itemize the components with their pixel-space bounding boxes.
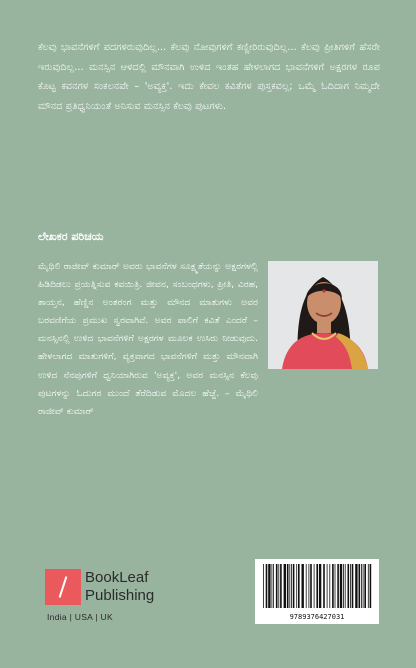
isbn-number: 9789376427031 (289, 613, 345, 621)
publisher-locations: India | USA | UK (47, 612, 113, 622)
author-photo (268, 261, 378, 369)
bookleaf-logo-icon (45, 569, 81, 605)
blurb-text: ಕೆಲವು ಭಾವನೆಗಳಿಗೆ ಪದಗಳಿರುವುದಿಲ್ಲ... ಕೆಲವು ನೋವುಗಳಿಗೆ ಕಣ್ಣೀರಿರುವುದಿಲ್ಲ... ಕೆಲವು ಪ್ರೀತಿಗಳಿಗೆ ಹೆಸರೇ ಇರುವುದಿಲ್ಲ... ಮನಸ್ಸಿನ ಆಳದಲ್ಲಿ ಮೌನವಾಗಿ ಉಳಿದ ಇಂತಹ ಹೇಳಲಾಗದ ಭಾವನೆಗಳಿಗೆ ಅಕ್ಷರಗಳ ರೂಪ ಕೊಟ್ಟ ಕವನಗಳ ಸಂಕಲನವೇ – 'ಅವ್ಯಕ್ತ'. ಇದು ಕೇವಲ ಕವಿತೆಗಳ ಪುಸ್ತಕವಲ್ಲ; ಒಮ್ಮೆ ಓದಿದಾಗ ನಿಮ್ಮದೇ ಮೌನದ ಪ್ರತಿಧ್ವನಿಯಂತೆ ಅನಿಸುವ ಮನಸ್ಸಿನ ಕೆಲವು ಪುಟಗಳು. (38, 42, 380, 112)
author-portrait-icon (268, 261, 378, 369)
barcode-icon (262, 564, 372, 608)
publisher-name-line1: BookLeaf (85, 569, 149, 586)
isbn-barcode (255, 559, 379, 624)
publisher-name-line2: Publishing (85, 587, 155, 604)
about-author-heading: ಲೇಖಕರ ಪರಿಚಯ (38, 230, 104, 243)
publisher-block (45, 569, 185, 629)
publisher-name (85, 569, 154, 605)
author-bio-text: ಮೈಥಿಲಿ ರಾಜೀವ್ ಕುಮಾರ್ ಅವರು ಭಾವನೆಗಳ ಸೂಕ್ಷ್ಮತೆಯನ್ನು ಅಕ್ಷರಗಳಲ್ಲಿ ಹಿಡಿದಿಡಲು ಪ್ರಯತ್ನಿಸುವ ಕವಯಿತ್ರಿ. ಜೀವನ, ಸಂಬಂಧಗಳು, ಪ್ರೀತಿ, ವಿರಹ, ತಾಯ್ತನ, ಹೆಣ್ಣಿನ ಅಂತರಂಗ ಮತ್ತು ಮೌನದ ಮಾತುಗಳು ಅವರ ಬರವಣಿಗೆಯ ಪ್ರಮುಖ ಸ್ವರವಾಗಿವೆ. ಅವರ ಪಾಲಿಗೆ ಕವಿತೆ ಎಂದರೆ – ಮನಸ್ಸಿನಲ್ಲಿ ಉಳಿದ ಭಾವನೆಗಳಿಗೆ ಅಕ್ಷರಗಳ ಮೂಲಕ ಉಸಿರು ನೀಡುವುದು. ಹೇಳಲಾಗದ ಮಾತುಗಳಿಗೆ, ವ್ಯಕ್ತವಾಗದ ಭಾವನೆಗಳಿಗೆ ಮತ್ತು ಮೌನವಾಗಿ ಉಳಿದ ನೆನಪುಗಳಿಗೆ ಧ್ವನಿಯಾಗಿರುವ 'ಅವ್ಯಕ್ತ', ಅವರ ಮನಸ್ಸಿನ ಕೆಲವು ಪುಟಗಳನ್ನು ಓದುಗರ ಮುಂದೆ ತೆರೆದಿಡುವ ಮೊದಲ ಹೆಜ್ಜೆ. – ಮೈಥಿಲಿ ರಾಜೀವ್ ಕುಮಾರ್ (38, 261, 258, 417)
